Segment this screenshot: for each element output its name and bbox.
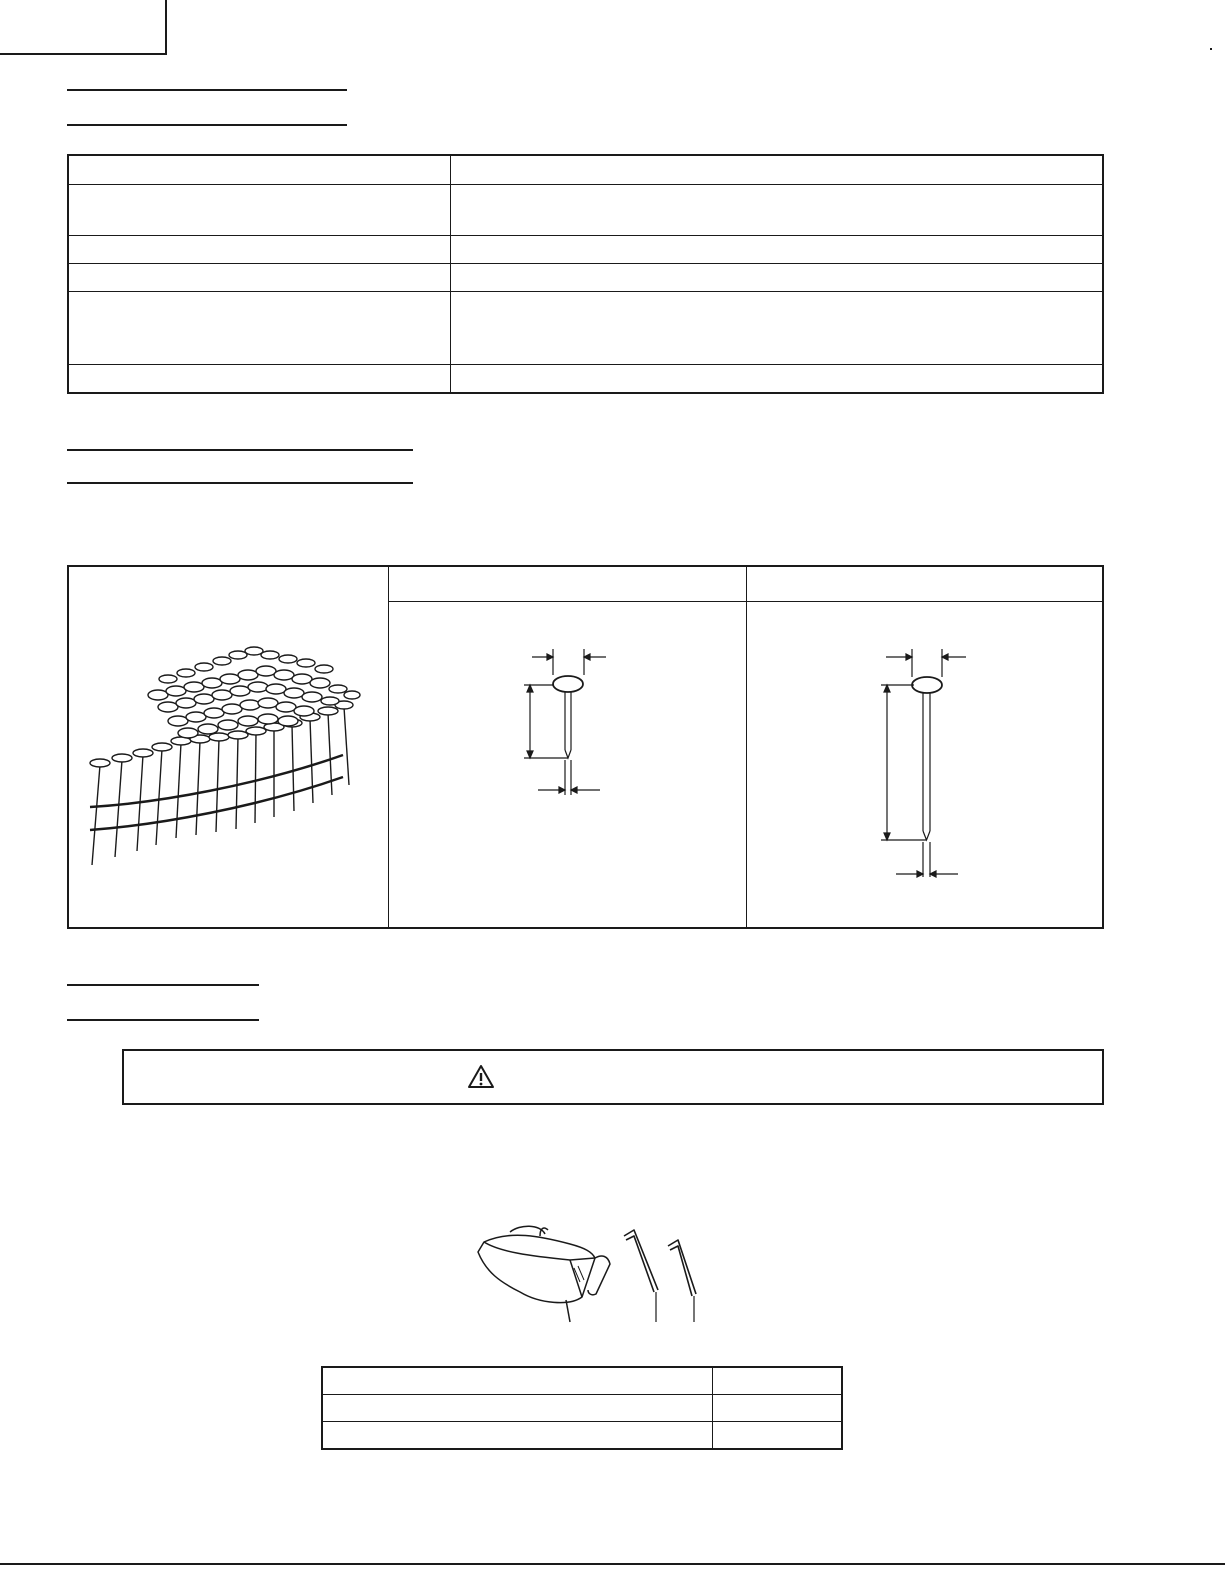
spec-label (68, 184, 450, 235)
divider (746, 567, 747, 927)
nail-dimension-diagram-short-icon (520, 645, 610, 800)
table-row (68, 155, 1103, 184)
accessory-item (322, 1421, 712, 1449)
spec-label (68, 155, 450, 184)
table-row (68, 364, 1103, 393)
table-row (68, 184, 1103, 235)
spec-value (450, 263, 1103, 291)
warning-triangle-icon (467, 1064, 495, 1090)
spec-value (450, 291, 1103, 364)
table-row (322, 1394, 842, 1421)
safety-goggles-icon (478, 1226, 610, 1322)
table-row (68, 263, 1103, 291)
table-row (68, 291, 1103, 364)
section-heading-accessories-rule-top (67, 984, 259, 986)
table-row (322, 1421, 842, 1449)
section-heading-specifications-rule-bottom (67, 124, 347, 126)
page-corner-tab (0, 0, 167, 55)
spec-label (68, 235, 450, 263)
spec-value (450, 364, 1103, 393)
divider (388, 567, 389, 927)
accessory-qty (712, 1421, 842, 1449)
accessory-qty (712, 1367, 842, 1394)
accessories-illustration (470, 1222, 710, 1326)
spec-value (450, 155, 1103, 184)
spec-label (68, 364, 450, 393)
section-heading-accessories-rule-bottom (67, 1019, 259, 1021)
table-row (68, 235, 1103, 263)
warning-banner (122, 1049, 1104, 1105)
section-heading-nail-selection-rule-bottom (67, 482, 413, 484)
accessory-item (322, 1394, 712, 1421)
nail-dimension-diagram-long-icon (878, 645, 968, 880)
spec-value (450, 235, 1103, 263)
page-bottom-rule (0, 1563, 1225, 1565)
accessories-table (321, 1366, 843, 1450)
spec-label (68, 291, 450, 364)
spec-value (450, 184, 1103, 235)
hex-wrench-icon (624, 1230, 696, 1322)
corner-mark (1210, 48, 1212, 50)
nail-coil-illustration-icon (78, 635, 378, 875)
accessory-qty (712, 1394, 842, 1421)
spec-label (68, 263, 450, 291)
divider (388, 601, 1104, 602)
specification-table (67, 154, 1104, 394)
section-heading-nail-selection-rule-top (67, 449, 413, 451)
section-heading-specifications-rule-top (67, 89, 347, 91)
accessory-item (322, 1367, 712, 1394)
table-row (322, 1367, 842, 1394)
